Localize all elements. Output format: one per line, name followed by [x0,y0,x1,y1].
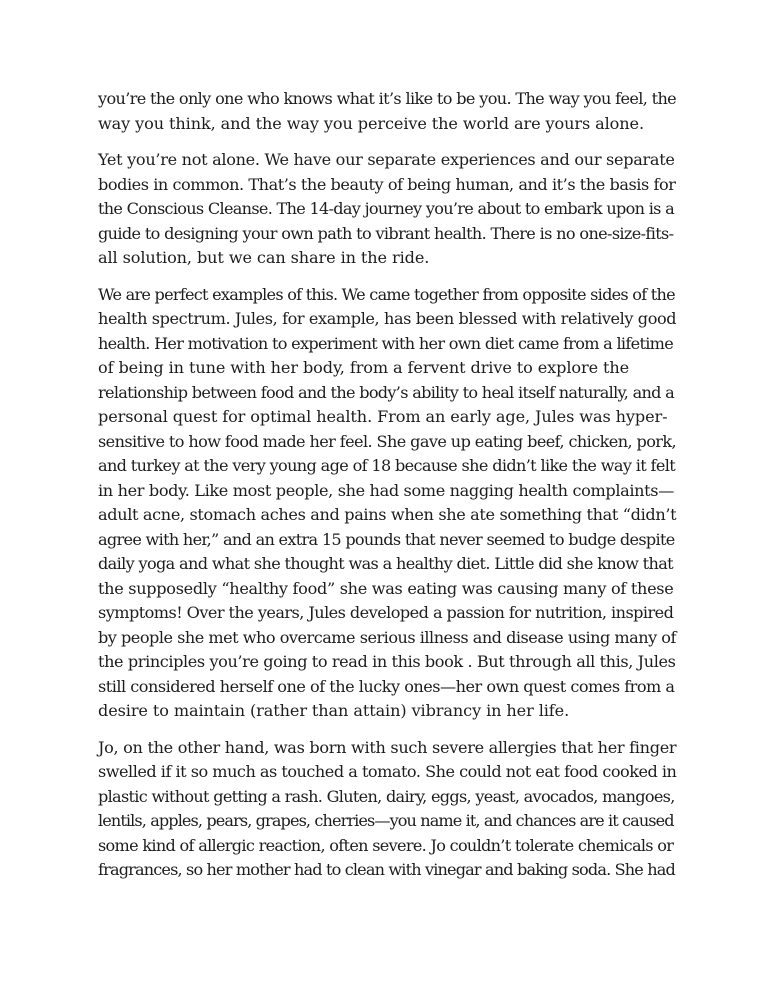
text-line: of being in tune with her body, from a fervent drive to explore the [98,358,630,377]
text-line: you’re the only one who knows what it’s like to be you. The way you feel, the [98,89,677,108]
text-line: health. Her motivation to experiment with her own diet came from a lifetime [98,333,674,353]
text-line: the principles you’re going to read in this book . But through all this, Jules [98,652,676,671]
text-line: the supposedly “healthy food” she was eating was causing many of these [98,578,674,598]
paragraph-2 [98,148,676,271]
text-line: by people she met who overcame serious illness and disease using many of [98,627,676,647]
text-line: and turkey at the very young age of 18 because she didn’t like the way it felt [98,456,676,475]
text-line: swelled if it so much as touched a tomato. She could not eat food cooked in [98,762,677,781]
text-line: the Conscious Cleanse. The 14-day journey you’re about to embark upon is a [98,199,675,218]
text-line: desire to maintain (rather than attain) vibrancy in her life. [98,701,570,720]
text-line: symptoms! Over the years, Jules developed a passion for nutrition, inspired [98,603,674,622]
text-line: health spectrum. Jules, for example, has been blessed with relatively good [98,309,677,328]
text-line: still considered herself one of the lucky ones—her own quest comes from a [98,676,675,696]
text-line: We are perfect examples of this. We came together from opposite sides of the [98,284,675,304]
text-line: agree with her,” and an extra 15 pounds that never seemed to budge despite [98,529,675,549]
text-line: sensitive to how food made her feel. She gave up eating beef, chicken, pork, [98,431,677,451]
text-line: Jo, on the other hand, was born with such severe allergies that her finger [98,737,677,757]
text-line: relationship between food and the body’s ability to heal itself naturally, and a [98,382,675,402]
text-line: guide to designing your own path to vibrant health. There is no one-size-fits- [98,223,674,243]
text-line: in her body. Like most people, she had some nagging health complaints— [98,480,674,500]
text-line: personal quest for optimal health. From an early age, Jules was hyper- [98,407,668,426]
paragraph-3 [98,283,676,724]
text-line: way you think, and the way you perceive the world are yours alone. [98,113,644,133]
text-line: plastic without getting a rash. Gluten, dairy, eggs, yeast, avocados, mangoes, [98,786,675,806]
paragraph-1 [98,87,676,136]
text-line: lentils, apples, pears, grapes, cherries—you name it, and chances are it caused [98,811,674,830]
text-line: bodies in common. That’s the beauty of being human, and it’s the basis for [98,174,676,194]
text-line: adult acne, stomach aches and pains when she ate something that “didn’t [98,505,677,524]
text-line: fragrances, so her mother had to clean with vinegar and baking soda. She had [98,860,675,879]
text-line: daily yoga and what she thought was a healthy diet. Little did she know that [98,554,673,573]
document-page [98,87,676,895]
paragraph-4 [98,736,676,883]
text-line: all solution, but we can share in the ride. [98,248,430,267]
text-line: Yet you’re not alone. We have our separate experiences and our separate [98,150,675,169]
text-line: some kind of allergic reaction, often severe. Jo couldn’t tolerate chemicals or [98,835,674,855]
